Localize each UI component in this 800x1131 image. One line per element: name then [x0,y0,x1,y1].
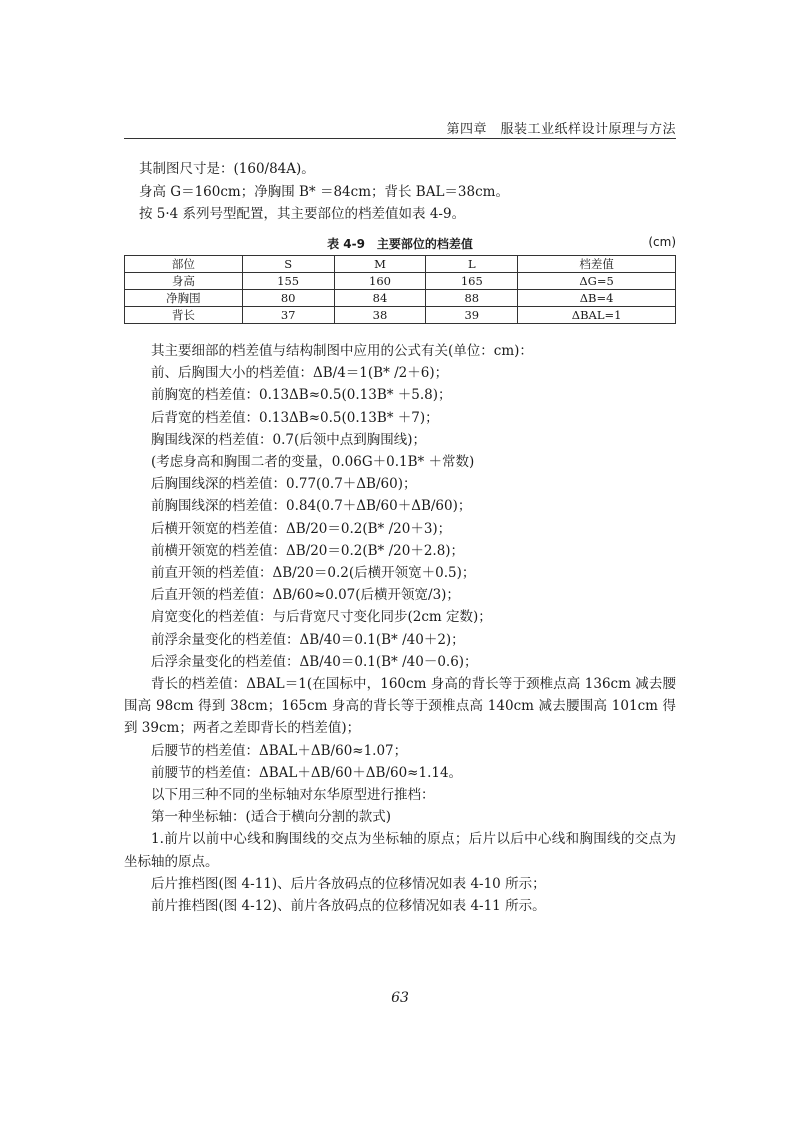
table-header-cell: M [334,256,426,273]
table-cell: 160 [334,273,426,290]
paragraph: (考虑身高和胸围二者的变量，0.06G＋0.1B* ＋常数) [151,454,475,471]
table-cell: ΔB=4 [518,290,676,307]
paragraph: 第一种坐标轴：(适合于横向分割的款式) [151,809,392,826]
table-cell: 88 [426,290,518,307]
table-cell: 身高 [125,273,243,290]
paragraph: 背长的档差值：ΔBAL＝1(在国标中，160cm 身高的背长等于颈椎点高 136cm 减去腰围高 98cm 得到 38cm；165cm 身高的背长等于颈椎点高 140cm 减去腰围高 101cm 得到 39cm；两者之差即背长的档差值)； [124,676,676,737]
table-cell: 155 [242,273,334,290]
running-header [124,116,676,139]
grade-table [124,255,676,324]
paragraph: 胸围线深的档差值：0.7(后领中点到胸围线)； [151,431,427,448]
table-header-cell: S [242,256,334,273]
paragraph: 后背宽的档差值：0.13ΔB≈0.5(0.13B* ＋7)； [151,409,439,426]
table-cell: ΔG=5 [518,273,676,290]
table-cell: 37 [242,307,334,324]
table-caption: 表 4-9 主要部位的档差值 [327,237,473,251]
intro-line: 按 5·4 系列号型配置，其主要部位的档差值如表 4-9。 [139,206,466,222]
table-header-cell: 档差值 [518,256,676,273]
table-cell: 84 [334,290,426,307]
table-row [125,307,676,324]
table-cell: ΔBAL=1 [518,307,676,324]
table-header-row [125,256,676,273]
paragraph: 前胸宽的档差值：0.13ΔB≈0.5(0.13B* ＋5.8)； [151,387,452,404]
intro-line: 其制图尺寸是：(160/84A)。 [139,161,315,177]
paragraph: 肩宽变化的档差值：与后背宽尺寸变化同步(2cm 定数)； [151,609,492,626]
paragraph: 后浮余量变化的档差值：ΔB/40＝0.1(B* /40－0.6)； [151,653,478,670]
table-header-cell: L [426,256,518,273]
paragraph: 前、后胸围大小的档差值：ΔB/4＝1(B* /2＋6)； [151,365,449,382]
paragraph: 后腰节的档差值：ΔBAL＋ΔB/60≈1.07； [151,742,408,759]
page-number: 63 [391,990,409,1006]
intro-text [139,158,699,226]
table-row [125,290,676,307]
intro-line: 身高 G＝160cm；净胸围 B* ＝84cm；背长 BAL＝38cm。 [139,183,509,200]
table-header-cell: 部位 [125,256,243,273]
paragraph: 后胸围线深的档差值：0.77(0.7＋ΔB/60)； [151,476,417,493]
paragraph: 其主要细部的档差值与结构制图中应用的公式有关(单位：cm)： [151,343,533,359]
paragraph: 前片推档图(图 4-12)、前片各放码点的位移情况如表 4-11 所示。 [151,898,546,915]
table-cell: 39 [426,307,518,324]
table-cell: 净胸围 [125,290,243,307]
table-row [125,273,676,290]
paragraph: 前胸围线深的档差值：0.84(0.7＋ΔB/60＋ΔB/60)； [151,498,472,515]
table-cell: 165 [426,273,518,290]
table-caption-row [124,235,676,253]
paragraph: 后片推档图(图 4-11)、后片各放码点的位移情况如表 4-10 所示； [151,875,546,892]
paragraph: 前直开领的档差值：ΔB/20＝0.2(后横开领宽＋0.5)； [151,565,476,582]
body-text [124,340,676,917]
paragraph: 后横开领宽的档差值：ΔB/20＝0.2(B* /20＋3)； [151,520,452,537]
chapter-title: 第四章 服装工业纸样设计原理与方法 [446,122,676,137]
table-cell: 38 [334,307,426,324]
table-cell: 背长 [125,307,243,324]
paragraph: 前浮余量变化的档差值：ΔB/40＝0.1(B* /40＋2)； [151,631,465,648]
table-cell: 80 [242,290,334,307]
paragraph: 1.前片以前中心线和胸围线的交点为坐标轴的原点；后片以后中心线和胸围线的交点为坐标轴的原点。 [124,831,676,870]
paragraph: 后直开领的档差值：ΔB/60≈0.07(后横开领宽/3)； [151,587,460,604]
paragraph: 前横开领宽的档差值：ΔB/20＝0.2(B* /20＋2.8)； [151,542,465,559]
table-unit: (cm) [648,235,676,249]
paragraph: 前腰节的档差值：ΔBAL＋ΔB/60＋ΔB/60≈1.14。 [151,764,463,781]
paragraph: 以下用三种不同的坐标轴对东华原型进行推档： [151,787,435,804]
